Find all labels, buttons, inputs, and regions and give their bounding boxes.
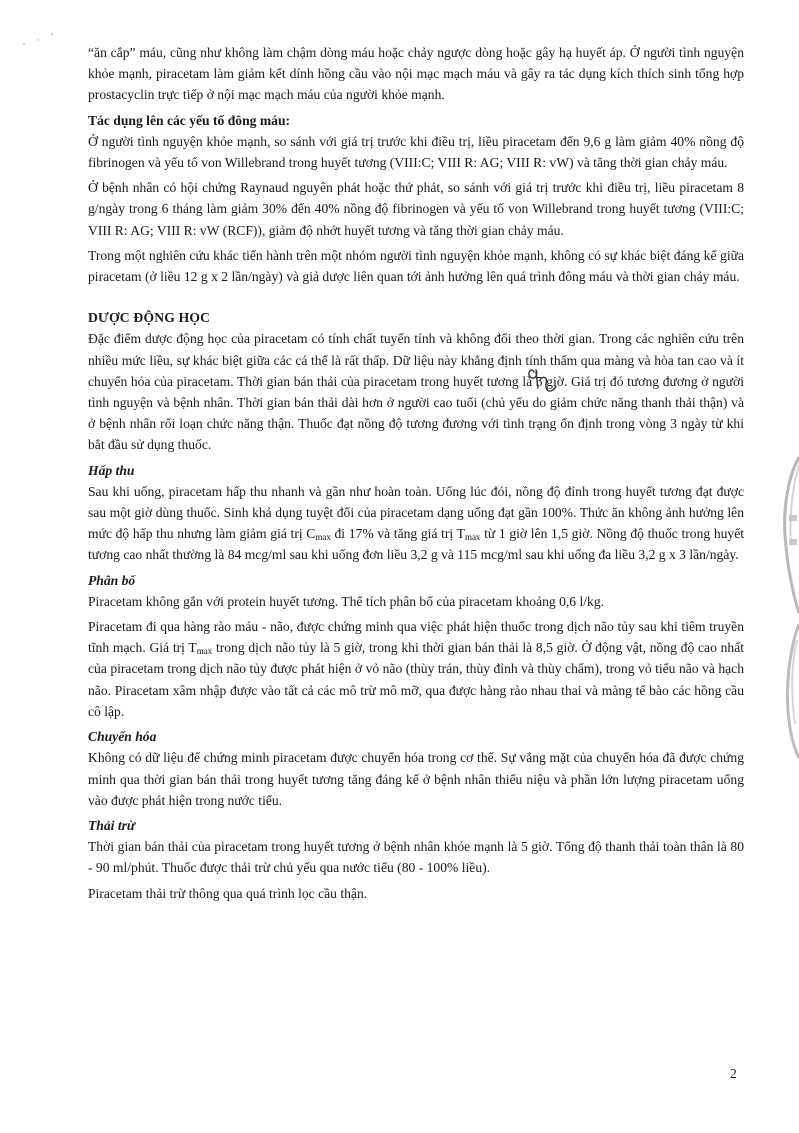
paragraph-absorption [88,481,744,566]
tmax-subscript: max [464,532,481,543]
stamp-fragment-bottom [775,620,799,760]
tmax-subscript-csf: max [196,646,213,657]
stamp-fragment-top [775,455,799,615]
page-number: 2 [730,1066,737,1081]
absorption-text-part-1: Sau khi uống, piracetam hấp thu nhanh và gần như hoàn toàn. Uống lúc đói, nồng độ đỉnh trong huyết tương đạt được sau một giờ dùng thuốc. Sinh khả dụng tuyệt đối của piracetam dạng uống đạt gần 100%. Thức ăn không ảnh hưởng lên mức độ hấp thu nhưng làm giảm giá trị C [88,483,744,542]
scan-speck-marks [18,30,58,50]
heading-absorption: Hấp thu [88,462,135,478]
paragraph-metabolism: Không có dữ liệu để chứng minh piracetam được chuyển hóa trong cơ thể. Sự vắng mặt của chuyển hóa đã được chứng minh qua thời gian bán thải trong huyết tương tăng đáng kể ở bệnh nhân thiểu niệu và phần lớn lượng piracetam uống vào được phát hiện trong nước tiểu. [88,750,744,808]
heading-coagulation-effects: Tác dụng lên các yếu tố đông máu: [88,112,291,128]
paragraph-raynaud-patients: Ở bệnh nhân có hội chứng Raynaud nguyên phát hoặc thứ phát, so sánh với giá trị trước khi điều trị, liều piracetam 8 g/ngày trong 6 tháng làm giảm 30% đến 40% nồng độ fibrinogen và yếu tố von Willebrand trong huyết tương (VIII:C; VIII R: AG; VIII R: vW (RCF)), giảm độ nhớt huyết tương và tăng thời gian chảy máu. [88,180,744,238]
paragraph-circulation-continued: “ăn cắp” máu, cũng như không làm chậm dòng máu hoặc chảy ngược dòng hoặc gây hạ huyết áp. Ở người tình nguyện khỏe mạnh, piracetam làm giảm kết dính hồng cầu vào nội mạc mạch máu và gây ra tác dụng kích thích sinh tổng hợp prostacyclin trực tiếp ở nội mạc mạch máu của người khỏe mạnh. [88,45,744,103]
heading-pharmacokinetics: DƯỢC ĐỘNG HỌC [88,310,211,326]
handwritten-initials-mark [526,364,560,398]
heading-distribution: Phân bố [88,572,136,588]
paragraph-elimination-half-life: Thời gian bán thải của piracetam trong huyết tương ở bệnh nhân khỏe mạnh là 5 giờ. Tổng độ thanh thải toàn thân là 80 - 90 ml/phút. Thuốc được thải trừ chủ yếu qua nước tiểu (80 - 100% liều). [88,839,744,876]
paragraph-distribution-bbb [88,616,744,722]
distribution-text-part-1: Piracetam đi qua hàng rào máu - não, được chứng minh qua việc phát hiện thuốc trong dịch não tủy sau khi tiêm truyền tĩnh mạch. Giá trị T [88,619,744,656]
paragraph-healthy-volunteers: Ở người tình nguyện khỏe mạnh, so sánh với giá trị trước khi điều trị, liều piracetam đến 9,6 g làm giảm 40% nồng độ fibrinogen và yếu tố von Willebrand trong huyết tương (VIII:C; VIII R: AG; VIII R: vW) và tăng thời gian chảy máu. [88,133,744,171]
absorption-text-part-3: từ 1 giờ lên 1,5 giờ. Nồng độ thuốc trong huyết tương cao nhất thường là 84 mcg/ml sau khi uống đơn liều 3,2 g và 115 mcg/ml sau khi uống đa liều 3,2 g x 3 lần/ngày. [88,526,745,563]
distribution-text-part-2: trong dịch não tủy là 5 giờ, trong khi thời gian bán thải là 8,5 giờ. Ở động vật, nồng độ cao nhất của piracetam trong dịch não tủy được phát hiện ở vỏ não (thùy trán, thùy đỉnh và thùy chẩm), trong vỏ tiểu não và hạch não. Piracetam xâm nhập được vào tất cả các mô trừ mô mỡ, qua được hàng rào nhau thai và màng tế bào các hồng cầu cô lập. [88,640,745,719]
paragraph-other-study: Trong một nghiên cứu khác tiến hành trên một nhóm người tình nguyện khỏe mạnh, không có sự khác biệt đáng kể giữa piracetam (ở liều 12 g x 2 lần/ngày) và giả dược liên quan tới ảnh hưởng lên quá trình đông máu và thời gian chảy máu. [88,247,744,285]
paragraph-pk-intro: Đặc điểm dược động học của piracetam có tính chất tuyến tính và không đổi theo thời gian. Trong các nghiên cứu trên nhiều mức liều, sự khác biệt giữa các cá thể là rất thấp. Dữ liệu này khẳng định tính thấm qua màng và hòa tan cao và ít chuyển hóa của piracetam. Thời gian bán thải của piracetam trong huyết tương là 5 giờ. Giá trị đó tương đương ở người tình nguyện và bệnh nhân. Thời gian bán thải dài hơn ở người cao tuổi (chủ yếu do giảm chức năng thanh thải thận) và ở bệnh nhân rối loạn chức năng thận. Thuốc đạt nồng độ tương đương với tình trạng ổn định trong vòng 3 ngày từ khi bắt đầu sử dụng thuốc. [88,331,744,453]
paragraph-distribution-volume: Piracetam không gắn với protein huyết tương. Thể tích phân bố của piracetam khoảng 0,6 l/kg. [88,593,605,609]
absorption-text-part-2: đi 17% và tăng giá trị T [330,526,465,542]
paragraph-elimination-glomerular: Piracetam thải trừ thông qua quá trình lọc cầu thận. [88,885,368,901]
heading-metabolism: Chuyển hóa [88,729,157,745]
cmax-subscript: max [315,532,331,543]
document-page-body [88,42,744,908]
heading-elimination: Thải trừ [88,817,136,833]
